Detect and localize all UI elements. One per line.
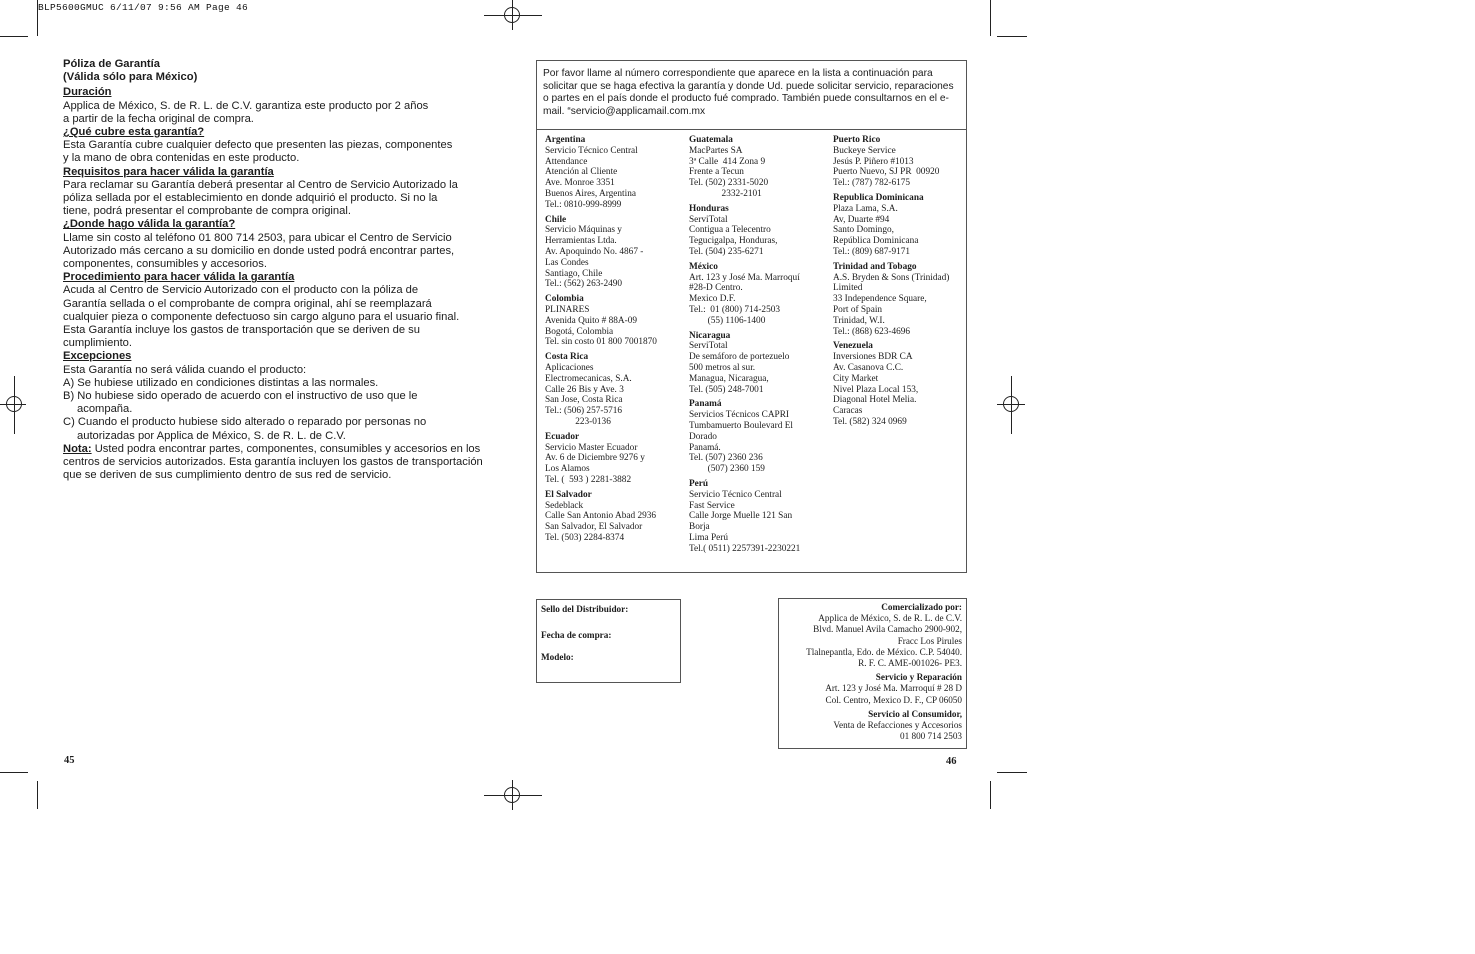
info-line: 01 800 714 2503 <box>899 731 962 742</box>
section-duracion <box>63 86 493 126</box>
address-line: Calle 26 Bis y Ave. 3 <box>545 384 624 395</box>
country-heading: Panamá <box>689 399 722 410</box>
address-line: Tel.: 01 (800) 714-2503 <box>689 304 781 315</box>
address-line: (55) 1106-1400 <box>689 315 766 326</box>
service-column-2 <box>689 135 829 554</box>
paragraph-line: a partir de la fecha original de compra. <box>63 112 254 125</box>
address-line: Caracas <box>833 406 863 417</box>
paragraph-line: y la mano de obra contenidas en este producto. <box>63 152 300 165</box>
address-line: Ave. Monroe 3351 <box>545 178 615 189</box>
address-line: Borja <box>689 522 710 533</box>
address-line: Tel.( 0511) 2257391-2230221 <box>689 543 801 554</box>
modelo-label: Modelo: <box>541 652 574 662</box>
address-line: Aplicaciones <box>545 362 594 373</box>
registration-mark-icon <box>6 396 22 412</box>
info-heading: Servicio y Reparación <box>875 672 962 683</box>
address-line: Dorado <box>689 431 717 442</box>
section-heading: Excepciones <box>63 350 132 363</box>
paragraph-line: Llame sin costo al teléfono 01 800 714 2503, para ubicar el Centro de Servicio <box>63 231 452 244</box>
address-line: Trinidad, W.I. <box>833 315 885 326</box>
registration-mark-icon <box>504 787 520 803</box>
address-line: Av. Casanova C.C. <box>833 362 904 373</box>
address-line: Tel. (504) 235-6271 <box>689 246 764 257</box>
country-heading: Venezuela <box>833 341 873 352</box>
address-line: Attendance <box>545 156 588 167</box>
address-line: Puerto Nuevo, SJ PR 00920 <box>833 167 940 178</box>
warranty-policy <box>63 58 493 483</box>
address-line: Tel.: (787) 782-6175 <box>833 178 911 189</box>
address-line: Bogotá, Colombia <box>545 326 614 337</box>
address-line: 2332-2101 <box>689 188 762 199</box>
crop-mark <box>37 781 38 809</box>
address-line: San Jose, Costa Rica <box>545 395 623 406</box>
paragraph-line: Acuda al Centro de Servicio Autorizado con el producto con la póliza de <box>63 284 419 297</box>
paragraph-line: póliza sellada por el establecimiento en donde adquirió el producto. Si no la <box>63 192 438 205</box>
address-line: Santo Domingo, <box>833 225 894 236</box>
address-line: Plaza Lama, S.A. <box>833 203 898 214</box>
paragraph-line: Esta Garantía incluye los gastos de transportación que se deriven de su <box>63 324 420 337</box>
info-line: Col. Centro, Mexico D. F., CP 06050 <box>825 694 962 705</box>
country-heading: Argentina <box>545 135 586 145</box>
section-procedimiento <box>63 271 493 350</box>
address-line: San Salvador, El Salvador <box>545 522 643 533</box>
registration-mark-icon <box>1003 396 1019 412</box>
address-line: Tel. (505) 248-7001 <box>689 384 764 395</box>
address-line: Av, Duarte #94 <box>833 214 890 225</box>
address-line: MacPartes SA <box>689 145 743 156</box>
country-heading: Colombia <box>545 294 584 305</box>
address-line: Atención al Cliente <box>545 167 618 178</box>
nota-text: Usted podra encontrar partes, componentes, consumibles y accesorios en los centros de servicios autorizados. Esta garantía incluyen los gastos de transportación que se deriven de sus cumplimiento dentro de sus red de servicio. <box>63 442 483 482</box>
address-line: Tegucigalpa, Honduras, <box>689 236 778 247</box>
crop-mark <box>997 772 1027 773</box>
address-line: Frente a Tecun <box>689 167 744 178</box>
service-centers-box <box>536 60 967 573</box>
registration-mark-icon <box>504 7 520 23</box>
address-line: A.S. Bryden & Sons (Trinidad) <box>833 272 950 283</box>
info-line: Venta de Refacciones y Accesorios <box>833 720 962 731</box>
section-heading: Duración <box>63 86 112 99</box>
address-line: Av. 6 de Diciembre 9276 y <box>545 453 645 464</box>
address-line: Tel. (582) 324 0969 <box>833 416 907 427</box>
section-requisitos <box>63 166 493 219</box>
paragraph-line: Esta Garantía no será válida cuando el producto: <box>63 363 307 376</box>
info-heading: Comercializado por: <box>881 602 962 612</box>
section-cobertura <box>63 126 493 166</box>
crop-mark <box>0 36 28 37</box>
address-line: Tel. (503) 2284-8374 <box>545 532 625 543</box>
address-line: Tel. (502) 2331-5020 <box>689 178 769 189</box>
address-line: Calle Jorge Muelle 121 San <box>689 511 793 522</box>
address-line: Port of Spain <box>833 304 883 315</box>
exception-item: C) Cuando el producto hubiese sido alterado o reparado por personas no autorizadas por Applica de México, S. de R. L. de C.V. <box>63 416 427 442</box>
address-line: City Market <box>833 373 879 384</box>
crop-mark <box>37 0 38 36</box>
address-line: Lima Perú <box>689 532 728 543</box>
info-heading: Servicio al Consumidor, <box>868 708 962 719</box>
address-line: Tel.: 0810-999-8999 <box>545 199 622 210</box>
paragraph-line: Esta Garantía cubre cualquier defecto que presenten las piezas, componentes <box>63 139 453 152</box>
paragraph-line: Para reclamar su Garantía deberá presentar al Centro de Servicio Autorizado la <box>63 178 458 191</box>
country-heading: México <box>689 261 718 272</box>
address-line: 223-0136 <box>545 416 611 427</box>
address-line: Servicio Técnico Central <box>689 489 782 500</box>
policy-title: Póliza de Garantía <box>63 58 160 70</box>
exception-item: B) No hubiese sido operado de acuerdo con el instructivo de uso que le acompaña. <box>63 390 418 416</box>
info-line: Art. 123 y José Ma. Marroquí # 28 D <box>825 683 962 694</box>
address-line: Art. 123 y José Ma. Marroquí <box>689 272 800 283</box>
paragraph-line: Applica de México, S. de R. L. de C.V. garantiza este producto por 2 años <box>63 99 429 112</box>
crop-mark <box>990 781 991 809</box>
country-heading: Puerto Rico <box>833 135 881 145</box>
country-heading: Nicaragua <box>689 330 731 341</box>
address-line: Contigua a Telecentro <box>689 225 771 236</box>
section-heading: Procedimiento para hacer válida la garantía <box>63 271 295 284</box>
address-line: (507) 2360 159 <box>689 464 765 475</box>
info-line: Applica de México, S. de R. L. de C.V. <box>818 613 962 624</box>
address-line: Servicios Técnicos CAPRI <box>689 410 790 421</box>
country-heading: Ecuador <box>545 431 580 442</box>
address-line: Sedeblack <box>545 500 584 511</box>
country-heading: Trinidad and Tobago <box>833 261 917 272</box>
address-line: Servicio Máquinas y <box>545 225 622 236</box>
address-line: Tel. sin costo 01 800 7001870 <box>545 337 657 348</box>
address-line: Servicio Técnico Central <box>545 145 638 156</box>
paragraph-line: componentes, consumibles y accesorios. <box>63 258 267 271</box>
section-excepciones <box>63 350 493 442</box>
address-line: #28-D Centro. <box>689 283 743 294</box>
address-line: Calle San Antonio Abad 2936 <box>545 511 657 522</box>
address-line: ServiTotal <box>689 214 728 225</box>
paragraph-line: cumplimiento. <box>63 337 133 350</box>
country-heading: Guatemala <box>689 135 733 145</box>
country-heading: Perú <box>689 478 709 489</box>
address-line: Las Condes <box>545 257 589 268</box>
section-donde <box>63 218 493 271</box>
address-line: Tumbamuerto Boulevard El <box>689 420 793 431</box>
address-line: Fast Service <box>689 500 735 511</box>
address-line: Electromecanicas, S.A. <box>545 373 632 384</box>
fecha-compra-label: Fecha de compra: <box>541 630 612 640</box>
info-line: Fracc Los Pirules <box>897 635 962 646</box>
country-heading: Costa Rica <box>545 352 589 363</box>
info-line: Tlalnepantla, Edo. de México. C.P. 54040. <box>806 646 962 657</box>
distributor-stamp-box <box>536 599 681 683</box>
address-line: Buenos Aires, Argentina <box>545 188 636 199</box>
address-line: Santiago, Chile <box>545 268 603 279</box>
address-line: Inversiones BDR CA <box>833 352 913 363</box>
paragraph-line: Autorizado más cercano a su domicilio en donde usted podrá encontrar partes, <box>63 244 455 257</box>
address-line: ServiTotal <box>689 341 728 352</box>
address-line: De semáforo de portezuelo <box>689 352 790 363</box>
section-heading: ¿Donde hago válida la garantía? <box>63 218 236 231</box>
exception-item: A) Se hubiese utilizado en condiciones distintas a las normales. <box>63 376 379 389</box>
address-line: Av. Apoquindo No. 4867 - <box>545 246 644 257</box>
crop-mark <box>0 772 28 773</box>
country-heading: Republica Dominicana <box>833 192 924 203</box>
address-line: 500 metros al sur. <box>689 362 756 373</box>
sello-distribuidor-label: Sello del Distribuidor: <box>541 604 629 614</box>
address-line: 33 Independence Square, <box>833 294 927 305</box>
address-line: República Dominicana <box>833 236 919 247</box>
address-line: Buckeye Service <box>833 145 896 156</box>
address-line: Jesús P. Piñero #1013 <box>833 156 914 167</box>
address-line: Tel.: (506) 257-5716 <box>545 406 623 417</box>
crop-mark <box>990 0 991 36</box>
nota-paragraph <box>63 443 491 483</box>
address-line: Tel.: (809) 687-9171 <box>833 246 911 257</box>
address-line: Limited <box>833 283 863 294</box>
address-line: Nivel Plaza Local 153, <box>833 384 919 395</box>
address-line: Tel. ( 593 ) 2281-3882 <box>545 474 632 485</box>
info-line: Blvd. Manuel Avila Camacho 2900-902, <box>813 624 962 635</box>
policy-subtitle: (Válida sólo para México) <box>63 71 198 84</box>
paragraph-line: Garantía sellada o el comprobante de compra original, ahí se reemplazará <box>63 297 432 310</box>
service-column-1 <box>545 135 685 544</box>
page-number-right: 46 <box>946 756 957 767</box>
address-line: Avenida Quito # 88A-09 <box>545 315 638 326</box>
paragraph-line: cualquier pieza o componente defectuoso sin cargo alguno para el usuario final. <box>63 310 460 323</box>
intro-paragraph: Por favor llame al número correspondiente que aparece en la lista a continuación para solicitar que se haga efectiva la garantía y donde Ud. puede solicitar servicio, reparaciones o partes en el país donde el producto fué comprado. También puede consultarnos en el e-mail. “servicio@applicamail.com.mx <box>537 61 966 130</box>
address-line: Diagonal Hotel Melia. <box>833 395 917 406</box>
country-heading: El Salvador <box>545 489 592 500</box>
address-line: Panamá. <box>689 442 721 453</box>
page-number-left: 45 <box>64 755 75 766</box>
crop-mark <box>997 36 1027 37</box>
print-slug: BLP5600GMUC 6/11/07 9:56 AM Page 46 <box>38 2 249 13</box>
country-heading: Chile <box>545 214 567 225</box>
address-line: Tel. (507) 2360 236 <box>689 453 763 464</box>
address-line: Managua, Nicaragua, <box>689 373 769 384</box>
country-heading: Honduras <box>689 203 729 214</box>
section-heading: ¿Qué cubre esta garantía? <box>63 126 205 139</box>
commercialized-by-box <box>778 598 967 749</box>
address-line: Mexico D.F. <box>689 294 736 305</box>
address-line: Herramientas Ltda. <box>545 236 617 247</box>
section-heading: Requisitos para hacer válida la garantía <box>63 165 274 178</box>
address-line: Tel.: (868) 623-4696 <box>833 326 911 337</box>
address-line: Los Alamos <box>545 464 590 475</box>
address-line: Servicio Master Ecuador <box>545 442 638 453</box>
nota-label: Nota: <box>63 442 92 455</box>
address-line: PLINARES <box>545 304 590 315</box>
service-column-3 <box>833 135 973 428</box>
paragraph-line: tiene, podrá presentar el comprobante de compra original. <box>63 205 351 218</box>
address-line: Tel.: (562) 263-2490 <box>545 279 623 290</box>
address-line: 3ª Calle 414 Zona 9 <box>689 156 766 167</box>
info-line: R. F. C. AME-001026- PE3. <box>858 658 962 669</box>
